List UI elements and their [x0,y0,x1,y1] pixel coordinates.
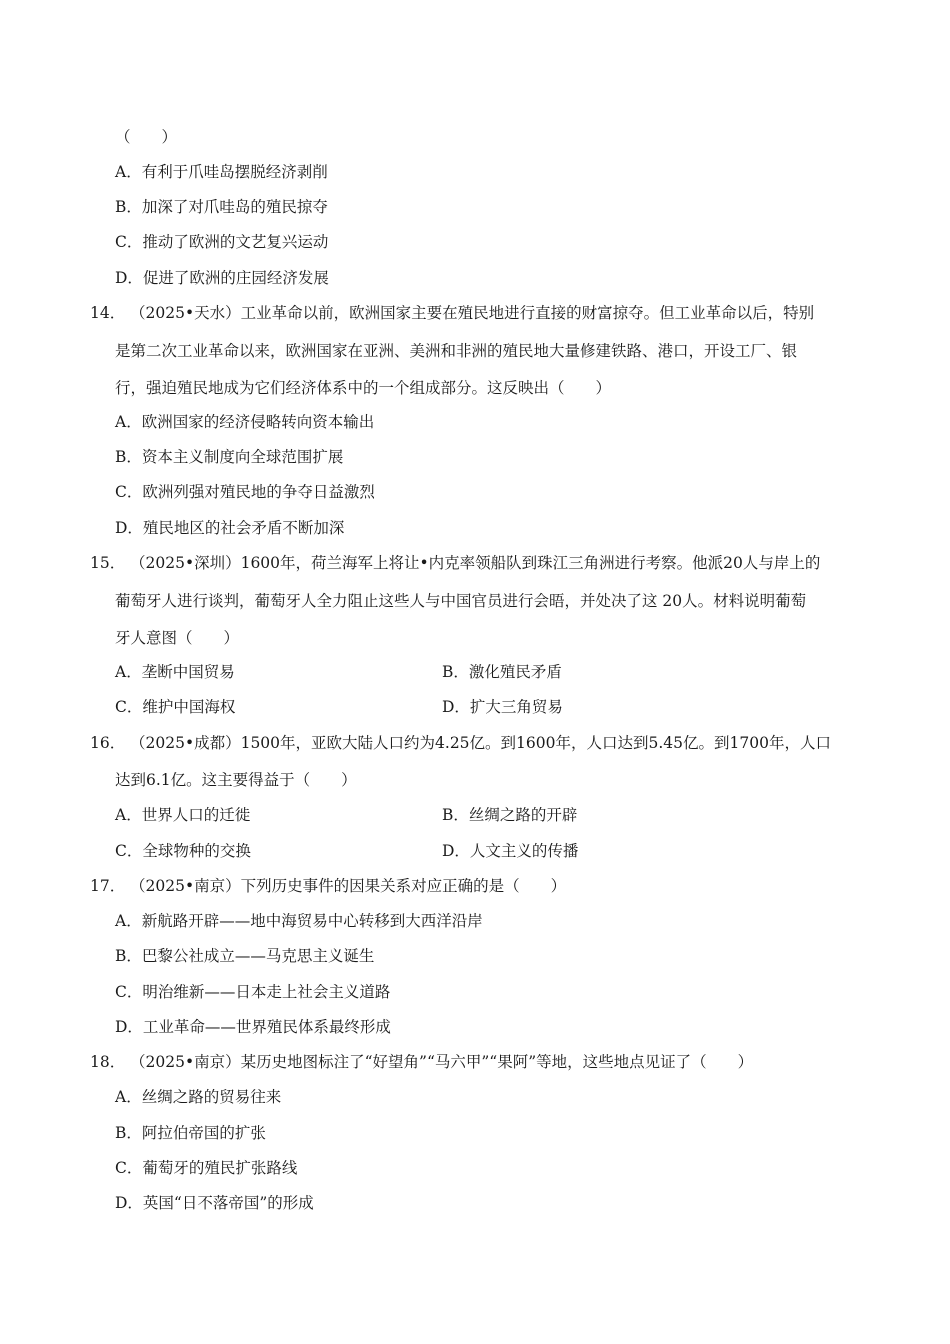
q14-option-a[interactable]: A．欧洲国家的经济侵略转向资本输出 [115,413,375,431]
q18-option-d[interactable]: D．英国“日不落帝国”的形成 [115,1194,314,1212]
q15-option-d[interactable]: D．扩大三角贸易 [442,698,563,716]
q17-stem-text-1: （2025•南京）下列历史事件的因果关系对应正确的是（ ） [130,877,567,895]
q17-number: 17． [90,877,126,895]
q16-stem-text-1: （2025•成都）1500年，亚欧大陆人口约为4.25亿。到1600年，人口达到5.45亿。到1700年，人口 [130,734,831,752]
q16-option-a[interactable]: A．世界人口的迁徙 [115,806,251,824]
q14-option-c[interactable]: C．欧洲列强对殖民地的争夺日益激烈 [115,483,375,501]
q15-option-a[interactable]: A．垄断中国贸易 [115,663,235,681]
q13-option-c[interactable]: C．推动了欧洲的文艺复兴运动 [115,233,329,251]
q18-number: 18． [90,1053,126,1071]
q15-stem-line-1 [90,553,820,573]
q16-stem-line-2: 达到6.1亿。这主要得益于（ ） [115,771,357,789]
q15-option-c[interactable]: C．维护中国海权 [115,698,236,716]
q18-option-b[interactable]: B．阿拉伯帝国的扩张 [115,1124,266,1142]
q15-stem-line-2: 葡萄牙人进行谈判，葡萄牙人全力阻止这些人与中国官员进行会晤，并处决了这 20人。材料说明葡萄 [115,592,807,610]
q16-stem-line-1 [90,733,831,753]
q16-option-d[interactable]: D．人文主义的传播 [442,842,579,860]
q14-stem-line-2: 是第二次工业革命以来，欧洲国家在亚洲、美洲和非洲的殖民地大量修建铁路、港口，开设工厂、银 [115,342,798,360]
q16-option-c[interactable]: C．全球物种的交换 [115,842,251,860]
q15-stem-text-1: （2025•深圳）1600年，荷兰海军上将让•内克率领船队到珠江三角洲进行考察。他派20人与岸上的 [130,554,821,572]
q15-stem-line-3: 牙人意图（ ） [115,629,240,647]
q16-number: 16． [90,734,126,752]
q18-option-a[interactable]: A．丝绸之路的贸易往来 [115,1088,282,1106]
q14-option-d[interactable]: D．殖民地区的社会矛盾不断加深 [115,519,345,537]
q14-option-b[interactable]: B．资本主义制度向全球范围扩展 [115,448,344,466]
q15-number: 15． [90,554,126,572]
q14-number: 14． [90,304,126,322]
q18-stem-line-1 [90,1052,753,1072]
q14-stem-line-1 [90,303,814,323]
q14-stem-line-3: 行，强迫殖民地成为它们经济体系中的一个组成部分。这反映出（ ） [115,379,612,397]
q18-option-c[interactable]: C．葡萄牙的殖民扩张路线 [115,1159,298,1177]
q15-option-b[interactable]: B．激化殖民矛盾 [442,663,562,681]
q17-option-d[interactable]: D．工业革命——世界殖民体系最终形成 [115,1018,391,1036]
q17-option-b[interactable]: B．巴黎公社成立——马克思主义诞生 [115,947,375,965]
q16-option-b[interactable]: B．丝绸之路的开辟 [442,806,578,824]
q18-stem-text-1: （2025•南京）某历史地图标注了“好望角”“马六甲”“果阿”等地，这些地点见证了（ ） [130,1053,754,1071]
q13-option-d[interactable]: D．促进了欧洲的庄园经济发展 [115,269,329,287]
q13-stem-tail: （ ） [115,128,178,146]
q17-option-c[interactable]: C．明治维新——日本走上社会主义道路 [115,983,391,1001]
q17-stem-line-1 [90,876,566,896]
q13-option-b[interactable]: B．加深了对爪哇岛的殖民掠夺 [115,198,328,216]
q14-stem-text-1: （2025•天水）工业革命以前，欧洲国家主要在殖民地进行直接的财富掠夺。但工业革命以后，特别 [130,304,815,322]
q13-option-a[interactable]: A．有利于爪哇岛摆脱经济剥削 [115,163,328,181]
q17-option-a[interactable]: A．新航路开辟——地中海贸易中心转移到大西洋沿岸 [115,912,483,930]
